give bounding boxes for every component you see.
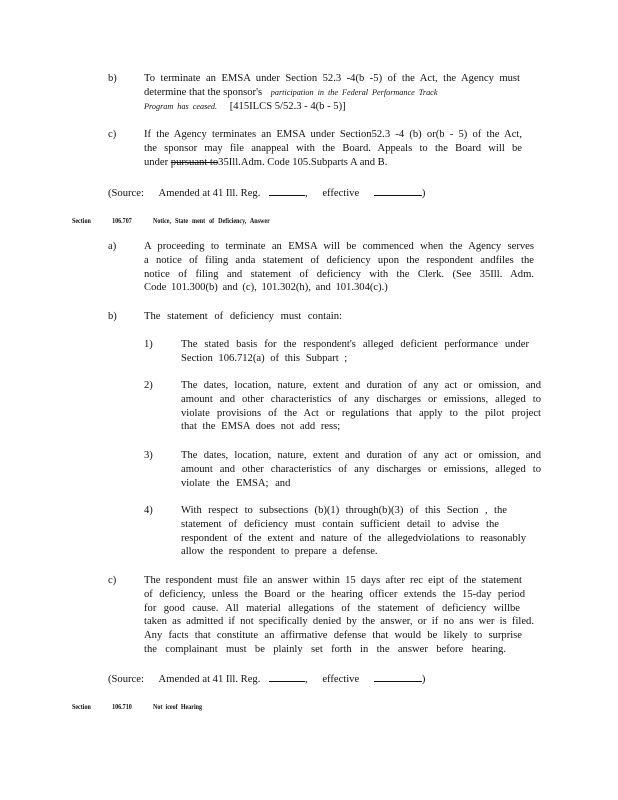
text-segment-italic: participation in the Federal Performance Track	[270, 87, 438, 97]
text-line: the complainant must be plainly set forth in the answer before hearing.	[144, 643, 506, 655]
blank-line	[374, 671, 422, 682]
item-1-text	[181, 338, 529, 366]
source-effective: effective	[322, 188, 360, 199]
item-1-label: 1)	[144, 339, 153, 350]
blank-line	[374, 185, 422, 196]
text-line: To terminate an EMSA under Section 52.3 -4(b -5) of the Act, the Agency must	[144, 73, 520, 84]
source-note: (Source: Amended at 41 Ill. Reg. , effective )	[108, 185, 425, 201]
text-line: respondent of the extent and nature of the allegedviolations to reasonably	[181, 532, 526, 544]
para-b-label: b)	[108, 73, 117, 84]
source-amended: Amended at 41 Ill. Reg.	[158, 188, 261, 199]
text-segment: under	[144, 156, 169, 168]
blank-line	[269, 185, 305, 196]
text-line	[144, 156, 522, 170]
heading-section-title: Notice, State ment of Deficiency, Answer	[152, 216, 270, 225]
item-3-text	[181, 449, 541, 490]
citation: [415ILCS 5/52.3 - 4(b - 5)]	[229, 100, 346, 112]
text-line: of deficiency, unless the Board or the hearing officer extends the 15-day period	[144, 588, 525, 600]
text-line: violate provisions of the Act or regulations that apply to the pilot project	[181, 407, 541, 419]
text-segment: determine that the sponsor's	[144, 86, 263, 98]
source-prefix: (Source:	[108, 674, 144, 685]
para-c-label: c)	[108, 129, 117, 140]
para-c2-label: c)	[108, 575, 117, 586]
section-heading	[72, 700, 202, 714]
text-line: violate the EMSA; and	[181, 477, 291, 489]
para-b2-label: b)	[108, 311, 117, 322]
text-line: Any facts that constitute an affirmative defense that would be likely to surprise	[144, 630, 522, 642]
text-line: for good cause. All material allegations of the statement of deficiency willbe	[144, 602, 520, 614]
item-2-text	[181, 379, 541, 434]
text-line: A proceeding to terminate an EMSA will be commenced when the Agency serves	[144, 241, 534, 252]
para-b2-text: The statement of deficiency must contain:	[144, 311, 342, 322]
text-line	[144, 100, 520, 114]
struck-text: pursuant to	[170, 156, 219, 168]
item-2-label: 2)	[144, 380, 153, 391]
text-line: The dates, location, nature, extent and duration of any act or omission, and	[181, 380, 541, 391]
heading-section-title: Not iceof Hearing	[152, 702, 203, 711]
section-heading	[72, 214, 270, 228]
text-line: The stated basis for the respondent's alleged deficient performance under	[181, 339, 529, 350]
text-line: amount and other characteristics of any discharges or emissions, alleged to	[181, 393, 541, 405]
item-3-label: 3)	[144, 450, 153, 461]
heading-section-word: Section	[72, 702, 91, 711]
text-line: the sponsor may file anappeal with the Board. Appeals to the Board will be	[144, 142, 522, 154]
text-line: The dates, location, nature, extent and duration of any act or omission, and	[181, 450, 541, 461]
blank-line	[269, 671, 305, 682]
heading-section-number: 106.707	[112, 216, 132, 225]
text-line: allow the respondent to prepare a defense.	[181, 546, 378, 558]
source-note: (Source: Amended at 41 Ill. Reg. , effective )	[108, 671, 425, 687]
text-line: If the Agency terminates an EMSA under Section52.3 -4 (b) or(b - 5) of the Act,	[144, 129, 522, 140]
para-c-text	[144, 128, 522, 169]
text-line: that the EMSA does not add ress;	[181, 421, 341, 433]
source-effective: effective	[322, 674, 360, 685]
text-line: Code 101.300(b) and (c), 101.302(h), and 101.304(c).)	[144, 282, 388, 294]
text-line	[144, 86, 520, 100]
para-a-text	[144, 240, 534, 295]
heading-section-number: 106.710	[112, 702, 132, 711]
text-line: With respect to subsections (b)(1) through(b)(3) of this Section , the	[181, 505, 507, 516]
text-line: taken as admitted if not specifically denied by the answer, or if no ans wer is filed.	[144, 616, 534, 628]
text-segment: 35Ill.Adm. Code 105.Subparts A and B.	[218, 156, 388, 168]
text-segment-italic: Program has ceased.	[144, 101, 218, 111]
heading-section-word: Section	[72, 216, 91, 225]
text-line: Section 106.712(a) of this Subpart ;	[181, 352, 348, 364]
text-line: a notice of filing anda statement of deficiency upon the respondent andfiles the	[144, 254, 534, 266]
source-prefix: (Source:	[108, 188, 144, 199]
para-a-label: a)	[108, 241, 117, 252]
para-c2-text	[144, 574, 534, 657]
text-line: notice of filing and statement of deficiency with the Clerk. (See 35Ill. Adm.	[144, 268, 534, 280]
item-4-text	[181, 504, 526, 559]
item-4-label: 4)	[144, 505, 153, 516]
para-b-text	[144, 72, 520, 113]
text-line: statement of deficiency must contain sufficient detail to advise the	[181, 518, 499, 530]
text-line: The respondent must file an answer within 15 days after rec eipt of the statement	[144, 575, 522, 586]
source-amended: Amended at 41 Ill. Reg.	[158, 674, 261, 685]
text-line: amount and other characteristics of any discharges or emissions, alleged to	[181, 463, 541, 475]
